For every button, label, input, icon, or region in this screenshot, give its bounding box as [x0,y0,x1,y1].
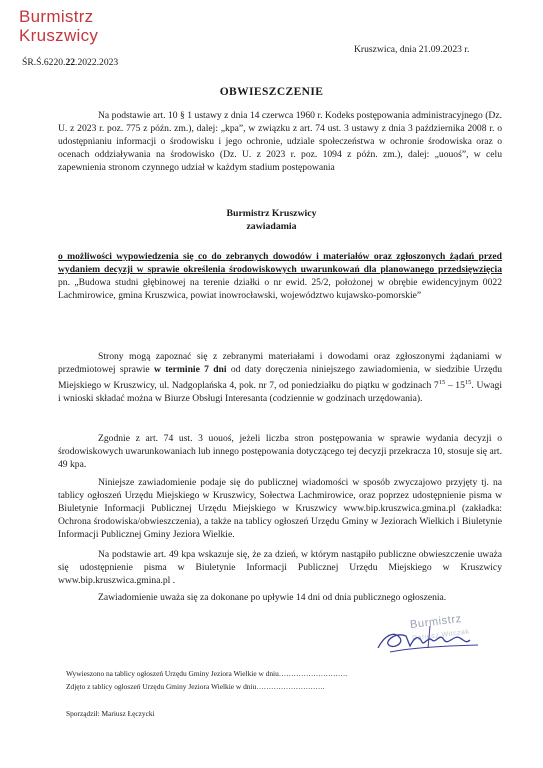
access-before: Strony mogą zapoznać się z zebranymi materiałami i dowodami oraz zgłoszonymi żądaniami w przedmiotowej sprawie [58,351,502,376]
publication-paragraph: Niniejsze zawiadomienie podaje się do publicznej wiadomości w sposób zwyczajowo przyjęty tj. na tablicy ogłoszeń Urzędu Miejskiego w Kruszwicy, Sołectwa Lachmirowice, oraz poprzez udostępnienie pisma w Biuletynie Informacji Publicznej Urzędu Miejskiego w Kruszwicy www.bip.kruszwica.gmina.pl (zakładka: Ochrona środowiska/obwieszczenia), a także na tablicy ogłoszeń Urzędu Gminy w Jeziorach Wielkich i Biuletynie Informacji Publicznej Gminy Jeziora Wielkie. [58,477,502,541]
case-ref-bold: 22 [65,57,76,68]
notice-paragraph [58,250,502,302]
notice-bold-underlined: o możliwości wypowiedzenia się co do zebranych dowodów i materiałów oraz zgłoszonych żądań przed wydaniem decyzji w sprawie określenia środowiskowych uwarunkowań dla planowanego przedsięwzięcia [58,251,502,276]
basis-paragraph: Na podstawie art. 49 kpa wskazuje się, że za dzień, w którym nastąpiło publiczne obwieszczenie uważa się udostępnienie pisma w Biuletynie Informacji Publicznej Urzędu Miejskiego w Kruszwicy www.bip.kruszwica.gmina.pl . [58,549,502,587]
art49-paragraph: Zgodnie z art. 74 ust. 3 uouoś, jeżeli liczba stron postępowania w sprawie wydania decyzji o środowiskowych uwarunkowaniach lub innego postępowania dotyczącego tej decyzji przekracza 10, stosuje się art. 49 kpa. [58,433,502,471]
handwritten-signature [370,618,490,658]
document-title: OBWIESZCZENIE [219,86,324,98]
access-tail: . Uwagi i wnioski składać można w Biurze Obsługi Interesanta (codziennie w godzinach urzędowania). [58,380,503,405]
notice-rest: pn. „Budowa studni głębinowej na terenie działki o nr ewid. 25/2, położonej w obrębie ewidencyjnym 0022 Lachmirowice, gmina Kruszwica, powiat inowrocławski, województwo kujawsko-pomorskie” [58,277,502,302]
hour-start-sup: 15 [438,379,446,387]
access-dash: – 15 [445,380,465,392]
official-stamp: Burmistrz [409,612,463,632]
official-stamp-name: Dariusz Witczak [411,628,470,643]
footer-prepared-by: Sporządził: Mariusz Łęczycki [66,709,155,718]
logo-line-1: Burmistrz [19,7,94,26]
access-after: od daty doręczenia niniejszego zawiadomienia, w siedzibie Urzędu Miejskiego w Kruszwicy, ul. Nadgoplańska 4, pok. nr 7, od poniedziałku do piątku w godzinach 7 [58,364,502,392]
access-paragraph [58,350,502,406]
case-reference-number [22,57,118,68]
intro-paragraph: Na podstawie art. 10 § 1 ustawy z dnia 14 czerwca 1960 r. Kodeks postępowania administracyjnego (Dz. U. z 2023 r. poz. 775 z późn. zm.), dalej: „kpa”, w związku z art. 74 ust. 3 ustawy z dnia 3 października 2008 r. o udostępnianiu informacji o środowisku i jego ochronie, udziale społeczeństwa w ochronie środowiska oraz o ocenach oddziaływania na środowisko (Dz. U. z 2023 r. poz. 1094 z późn. zm.), dalej: „uouoś”, w celu zapewnienia stronom czynnego udział w każdym stadium postępowania [58,110,502,174]
footer-removed: Zdjęto z tablicy ogłoszeń Urzędu Gminy Jeziora Wielkie w dniu………………………. [66,682,325,691]
burmistrz-logo [19,7,98,45]
case-ref-prefix: ŚR.Ś.6220. [22,57,66,68]
authority-action: zawiadamia [246,221,297,232]
case-ref-suffix: .2022.2023 [75,57,119,68]
document-date: Kruszwica, dnia 21.09.2023 r. [354,44,470,55]
hour-end-sup: 15 [464,379,472,387]
access-deadline: w terminie 7 dni [153,364,227,376]
footer-posted: Wywieszono na tablicy ogłoszeń Urzędu Gminy Jeziora Wielkie w dniu………………………. [66,669,348,678]
authority-name: Burmistrz Kruszwicy [226,208,317,219]
effective-paragraph: Zawiadomienie uważa się za dokonane po upływie 14 dni od dnia publicznego ogłoszenia. [98,592,447,603]
logo-line-2: Kruszwicy [19,26,99,45]
